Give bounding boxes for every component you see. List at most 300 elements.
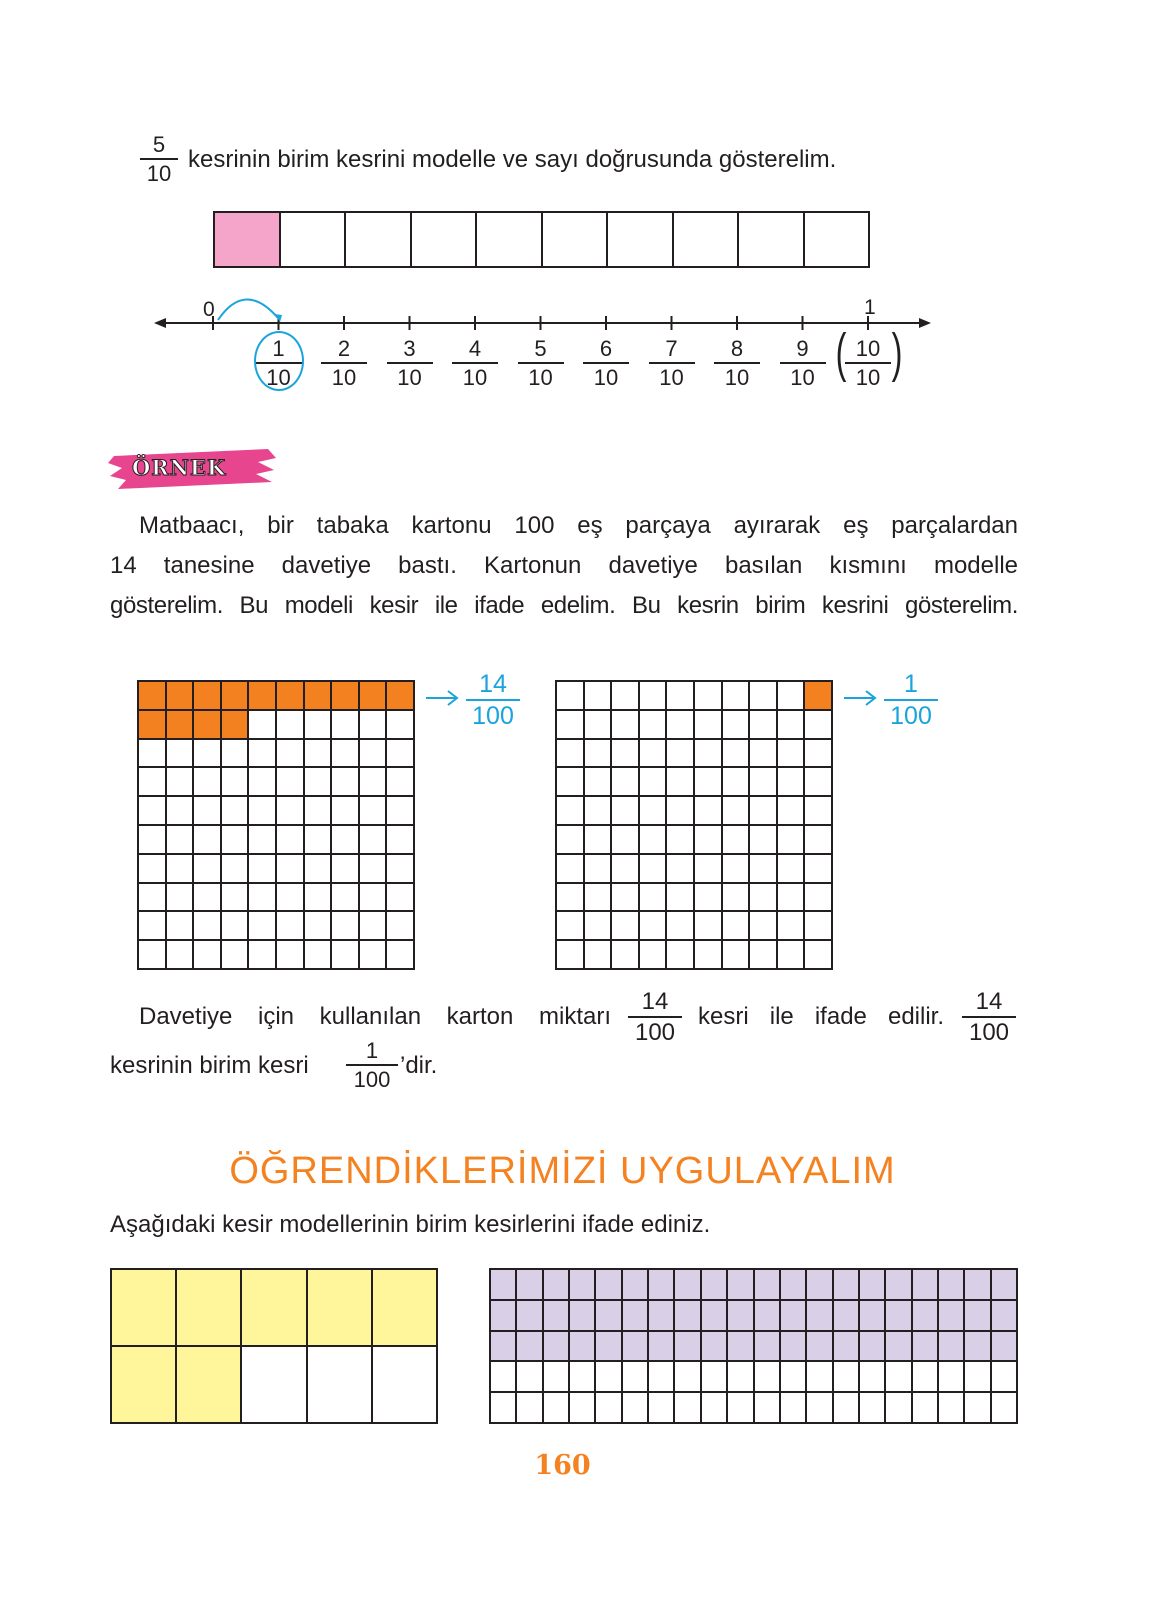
number-line-label-denominator: 10 xyxy=(331,364,357,390)
grid-cell xyxy=(167,941,195,970)
model-cell xyxy=(491,1270,517,1301)
model-cell xyxy=(781,1332,807,1363)
grid-cell xyxy=(222,941,250,970)
grid-cell xyxy=(778,797,806,826)
grid-cell xyxy=(723,797,751,826)
grid-cell xyxy=(305,884,333,913)
grid-cell xyxy=(277,826,305,855)
grid-cell xyxy=(332,768,360,797)
model-cell xyxy=(517,1270,543,1301)
number-line-label xyxy=(387,338,433,389)
grid-cell xyxy=(667,682,695,711)
grid-cell xyxy=(277,797,305,826)
grid-cell xyxy=(805,768,833,797)
model-cell xyxy=(623,1362,649,1393)
model-cell xyxy=(913,1332,939,1363)
grid-cell xyxy=(332,941,360,970)
model-cell xyxy=(702,1332,728,1363)
conclusion-text-4: ’dir. xyxy=(400,1052,438,1079)
grid-cell xyxy=(585,884,613,913)
model-cell xyxy=(702,1270,728,1301)
grid-cell xyxy=(612,855,640,884)
grid-cell xyxy=(139,826,167,855)
model-cell xyxy=(834,1362,860,1393)
grid-cell xyxy=(612,682,640,711)
model-cell xyxy=(886,1301,912,1332)
model-cell xyxy=(544,1362,570,1393)
grid-cell xyxy=(332,855,360,884)
model-cell xyxy=(886,1332,912,1363)
model-cell xyxy=(939,1270,965,1301)
model-cell xyxy=(728,1270,754,1301)
fraction-bar-cell xyxy=(543,213,609,266)
grid-cell xyxy=(194,884,222,913)
grid-cell xyxy=(805,941,833,970)
model-cell xyxy=(491,1332,517,1363)
grid-cell xyxy=(277,682,305,711)
grid-cell xyxy=(222,682,250,711)
grid-cell xyxy=(723,711,751,740)
grid-cell xyxy=(557,682,585,711)
right-grid-fraction-denominator: 100 xyxy=(890,701,932,730)
model-cell xyxy=(491,1393,517,1424)
model-cell xyxy=(623,1332,649,1363)
fraction-bar-cell xyxy=(412,213,478,266)
model-cell xyxy=(570,1270,596,1301)
grid-cell xyxy=(139,768,167,797)
model-cell xyxy=(781,1362,807,1393)
model-cell xyxy=(939,1362,965,1393)
model-cell xyxy=(570,1362,596,1393)
model-cell xyxy=(992,1332,1018,1363)
grid-cell xyxy=(305,797,333,826)
grid-cell xyxy=(387,740,415,769)
grid-cell xyxy=(360,941,388,970)
grid-cell xyxy=(194,826,222,855)
number-line-label-numerator: 6 xyxy=(599,336,613,361)
number-line-label-numerator: 10 xyxy=(855,336,881,361)
grid-cell xyxy=(585,682,613,711)
fraction-bar-cell xyxy=(215,213,281,266)
model-cell xyxy=(623,1301,649,1332)
model-cell xyxy=(517,1362,543,1393)
model-cell xyxy=(596,1301,622,1332)
grid-cell xyxy=(640,884,668,913)
grid-cell xyxy=(723,912,751,941)
conclusion-fraction-1 xyxy=(628,990,682,1045)
grid-cell xyxy=(695,740,723,769)
grid-cell xyxy=(249,941,277,970)
model-cell xyxy=(675,1332,701,1363)
grid-cell xyxy=(585,797,613,826)
grid-cell xyxy=(640,826,668,855)
fraction-bar-model xyxy=(213,211,870,268)
model-cell xyxy=(755,1332,781,1363)
grid-cell xyxy=(640,740,668,769)
grid-cell xyxy=(612,711,640,740)
grid-cell xyxy=(557,797,585,826)
right-grid-fraction-numerator: 1 xyxy=(904,670,918,698)
grid-cell xyxy=(667,912,695,941)
model-cell xyxy=(886,1362,912,1393)
grid-cell xyxy=(778,884,806,913)
number-line-one: 1 xyxy=(864,296,876,319)
grid-cell xyxy=(387,711,415,740)
number-line-label xyxy=(452,338,498,389)
grid-cell xyxy=(640,912,668,941)
grid-cell xyxy=(332,740,360,769)
model-cell xyxy=(755,1393,781,1424)
grid-cell xyxy=(387,912,415,941)
arrow-left-icon xyxy=(424,688,460,708)
intro-fraction-numerator: 5 xyxy=(152,132,166,157)
model-cell xyxy=(728,1332,754,1363)
grid-cell xyxy=(194,740,222,769)
number-line-zero: 0 xyxy=(203,298,215,321)
model-cell xyxy=(373,1347,438,1424)
model-cell xyxy=(728,1362,754,1393)
grid-cell xyxy=(695,768,723,797)
model-cell xyxy=(992,1270,1018,1301)
grid-cell xyxy=(277,740,305,769)
model-cell xyxy=(649,1393,675,1424)
grid-cell xyxy=(277,711,305,740)
conclusion-fraction-3-numerator: 1 xyxy=(365,1038,379,1063)
example-line-2: 14 tanesine davetiye bastı. Kartonun davetiye basılan kısmını modelle xyxy=(110,552,1018,579)
model-cell xyxy=(913,1270,939,1301)
grid-cell xyxy=(557,740,585,769)
grid-cell xyxy=(194,941,222,970)
grid-cell xyxy=(249,682,277,711)
grid-cell xyxy=(723,884,751,913)
grid-cell xyxy=(387,797,415,826)
right-grid-fraction xyxy=(884,672,938,729)
fraction-bar-cell xyxy=(805,213,869,266)
grid-cell xyxy=(750,768,778,797)
grid-cell xyxy=(139,941,167,970)
grid-cell xyxy=(778,941,806,970)
grid-cell xyxy=(360,682,388,711)
grid-cell xyxy=(360,797,388,826)
grid-cell xyxy=(778,740,806,769)
left-grid-fraction-denominator: 100 xyxy=(472,701,514,730)
example-badge: ÖRNEK xyxy=(132,455,227,480)
grid-cell xyxy=(667,740,695,769)
model-cell xyxy=(177,1270,242,1347)
intro-fraction xyxy=(140,134,178,185)
number-line-label-denominator: 10 xyxy=(855,364,881,390)
grid-cell xyxy=(750,740,778,769)
grid-cell xyxy=(667,797,695,826)
grid-cell xyxy=(750,912,778,941)
grid-cell xyxy=(332,884,360,913)
page-number: 160 xyxy=(534,1450,591,1481)
grid-cell xyxy=(194,855,222,884)
grid-cell xyxy=(360,912,388,941)
grid-cell xyxy=(585,740,613,769)
grid-cell xyxy=(222,711,250,740)
grid-cell xyxy=(612,884,640,913)
model-cell xyxy=(992,1301,1018,1332)
grid-cell xyxy=(640,855,668,884)
arrow-right-icon xyxy=(842,688,878,708)
grid-cell xyxy=(305,768,333,797)
grid-cell xyxy=(222,826,250,855)
grid-cell xyxy=(332,797,360,826)
grid-cell xyxy=(723,855,751,884)
number-line-label xyxy=(714,338,760,389)
fraction-bar-cell xyxy=(477,213,543,266)
grid-cell xyxy=(750,826,778,855)
example-line-3: gösterelim. Bu modeli kesir ile ifade edelim. Bu kesrin birim kesrini gösterelim. xyxy=(110,592,1018,619)
model-cell xyxy=(860,1270,886,1301)
grid-cell xyxy=(695,682,723,711)
grid-cell xyxy=(612,797,640,826)
model-cell xyxy=(544,1270,570,1301)
practice-instruction: Aşağıdaki kesir modellerinin birim kesirlerini ifade ediniz. xyxy=(110,1211,711,1238)
grid-cell xyxy=(750,682,778,711)
number-line-label-numerator: 1 xyxy=(272,336,285,361)
model-cell xyxy=(939,1301,965,1332)
grid-cell xyxy=(805,912,833,941)
model-cell xyxy=(623,1270,649,1301)
grid-cell xyxy=(723,740,751,769)
grid-cell xyxy=(640,711,668,740)
model-cell xyxy=(675,1301,701,1332)
model-cell xyxy=(965,1393,991,1424)
grid-cell xyxy=(194,682,222,711)
number-line-label xyxy=(583,338,629,389)
grid-cell xyxy=(640,941,668,970)
number-line-label-denominator: 10 xyxy=(790,364,815,390)
model-cell xyxy=(965,1301,991,1332)
grid-cell xyxy=(695,855,723,884)
model-cell xyxy=(755,1301,781,1332)
grid-cell xyxy=(167,768,195,797)
grid-cell xyxy=(249,768,277,797)
model-cell xyxy=(373,1270,438,1347)
model-cell xyxy=(544,1301,570,1332)
grid-cell xyxy=(805,740,833,769)
model-cell xyxy=(308,1270,373,1347)
model-cell xyxy=(517,1301,543,1332)
model-cell xyxy=(834,1270,860,1301)
grid-cell xyxy=(167,797,195,826)
grid-cell xyxy=(139,711,167,740)
model-cell xyxy=(517,1393,543,1424)
grid-cell xyxy=(305,855,333,884)
model-cell xyxy=(491,1301,517,1332)
purple-fraction-model xyxy=(489,1268,1018,1424)
model-cell xyxy=(544,1393,570,1424)
grid-cell xyxy=(585,768,613,797)
grid-cell xyxy=(305,711,333,740)
model-cell xyxy=(834,1301,860,1332)
grid-cell xyxy=(557,941,585,970)
grid-cell xyxy=(277,884,305,913)
grid-cell xyxy=(139,855,167,884)
model-cell xyxy=(649,1362,675,1393)
model-cell xyxy=(675,1270,701,1301)
model-cell xyxy=(992,1393,1018,1424)
grid-cell xyxy=(667,855,695,884)
grid-cell xyxy=(695,912,723,941)
model-cell xyxy=(570,1393,596,1424)
highlight-circle xyxy=(254,331,304,391)
model-cell xyxy=(913,1301,939,1332)
number-line-label-numerator: 4 xyxy=(468,336,482,361)
paren-close-icon: ) xyxy=(891,323,903,383)
number-line-label-denominator: 10 xyxy=(659,364,684,390)
model-cell xyxy=(834,1393,860,1424)
grid-cell xyxy=(805,682,833,711)
left-grid-fraction-numerator: 14 xyxy=(479,670,507,698)
grid-cell xyxy=(805,711,833,740)
number-line-label-numerator: 9 xyxy=(796,336,809,361)
grid-cell xyxy=(139,884,167,913)
fraction-bar-cell xyxy=(608,213,674,266)
number-line-label-numerator: 3 xyxy=(403,336,416,361)
model-cell xyxy=(939,1393,965,1424)
intro-fraction-denominator: 10 xyxy=(146,160,172,186)
conclusion-fraction-2 xyxy=(962,990,1016,1045)
grid-cell xyxy=(667,711,695,740)
model-cell xyxy=(242,1347,307,1424)
grid-cell xyxy=(585,711,613,740)
grid-cell xyxy=(387,768,415,797)
model-cell xyxy=(807,1270,833,1301)
grid-cell xyxy=(305,682,333,711)
model-cell xyxy=(807,1393,833,1424)
number-line-label-denominator: 10 xyxy=(724,364,750,390)
grid-cell xyxy=(332,826,360,855)
number-line-label xyxy=(780,338,826,389)
grid-cell xyxy=(222,740,250,769)
grid-cell xyxy=(612,912,640,941)
grid-cell xyxy=(167,912,195,941)
model-cell xyxy=(781,1393,807,1424)
model-cell xyxy=(308,1347,373,1424)
grid-cell xyxy=(723,826,751,855)
number-line-label-denominator: 10 xyxy=(528,364,553,390)
grid-cell xyxy=(222,912,250,941)
fraction-bar-cell xyxy=(674,213,740,266)
grid-cell xyxy=(557,711,585,740)
hundred-grid-left xyxy=(137,680,415,970)
conclusion-fraction-3-denominator: 100 xyxy=(353,1066,391,1092)
model-cell xyxy=(965,1362,991,1393)
grid-cell xyxy=(805,797,833,826)
number-line-label xyxy=(518,338,564,389)
number-line-label-numerator: 8 xyxy=(730,336,744,361)
model-cell xyxy=(570,1301,596,1332)
model-cell xyxy=(596,1393,622,1424)
model-cell xyxy=(913,1393,939,1424)
grid-cell xyxy=(612,768,640,797)
grid-cell xyxy=(194,912,222,941)
grid-cell xyxy=(750,855,778,884)
intro-text: kesrinin birim kesrini modelle ve sayı doğrusunda gösterelim. xyxy=(188,146,837,173)
grid-cell xyxy=(139,912,167,941)
model-cell xyxy=(596,1270,622,1301)
model-cell xyxy=(860,1362,886,1393)
grid-cell xyxy=(249,884,277,913)
model-cell xyxy=(807,1332,833,1363)
grid-cell xyxy=(557,826,585,855)
grid-cell xyxy=(249,740,277,769)
grid-cell xyxy=(778,855,806,884)
grid-cell xyxy=(167,740,195,769)
grid-cell xyxy=(332,912,360,941)
model-cell xyxy=(807,1362,833,1393)
grid-cell xyxy=(167,711,195,740)
model-cell xyxy=(992,1362,1018,1393)
number-line-label xyxy=(845,338,891,389)
model-cell xyxy=(860,1393,886,1424)
conclusion-fraction-2-numerator: 14 xyxy=(975,988,1003,1015)
conclusion-text-3: kesrinin birim kesri xyxy=(110,1052,309,1079)
model-cell xyxy=(886,1393,912,1424)
conclusion-fraction-1-numerator: 14 xyxy=(641,988,669,1015)
grid-cell xyxy=(695,884,723,913)
model-cell xyxy=(544,1332,570,1363)
grid-cell xyxy=(695,711,723,740)
grid-cell xyxy=(612,740,640,769)
grid-cell xyxy=(805,884,833,913)
grid-cell xyxy=(585,826,613,855)
number-line-label-numerator: 2 xyxy=(337,336,351,361)
grid-cell xyxy=(387,826,415,855)
grid-cell xyxy=(387,855,415,884)
jump-arc-icon xyxy=(218,299,278,320)
grid-cell xyxy=(222,768,250,797)
grid-cell xyxy=(667,768,695,797)
model-cell xyxy=(675,1393,701,1424)
model-cell xyxy=(649,1332,675,1363)
grid-cell xyxy=(585,912,613,941)
grid-cell xyxy=(305,740,333,769)
grid-cell xyxy=(194,711,222,740)
fraction-bar-cell xyxy=(281,213,347,266)
model-cell xyxy=(112,1347,177,1424)
grid-cell xyxy=(387,941,415,970)
number-line-label-numerator: 5 xyxy=(534,336,547,361)
grid-cell xyxy=(139,797,167,826)
model-cell xyxy=(860,1301,886,1332)
grid-cell xyxy=(805,826,833,855)
grid-cell xyxy=(750,797,778,826)
model-cell xyxy=(649,1270,675,1301)
grid-cell xyxy=(167,682,195,711)
model-cell xyxy=(491,1362,517,1393)
grid-cell xyxy=(723,768,751,797)
model-cell xyxy=(728,1301,754,1332)
grid-cell xyxy=(640,682,668,711)
model-cell xyxy=(728,1393,754,1424)
grid-cell xyxy=(305,912,333,941)
grid-cell xyxy=(750,711,778,740)
model-cell xyxy=(675,1362,701,1393)
example-line-1: Matbaacı, bir tabaka kartonu 100 eş parçaya ayırarak eş parçalardan xyxy=(139,512,1018,539)
number-line-label xyxy=(321,338,367,389)
conclusion-fraction-3 xyxy=(346,1040,398,1091)
grid-cell xyxy=(723,682,751,711)
grid-cell xyxy=(249,797,277,826)
yellow-fraction-model xyxy=(110,1268,438,1424)
model-cell xyxy=(939,1332,965,1363)
grid-cell xyxy=(167,855,195,884)
grid-cell xyxy=(305,826,333,855)
